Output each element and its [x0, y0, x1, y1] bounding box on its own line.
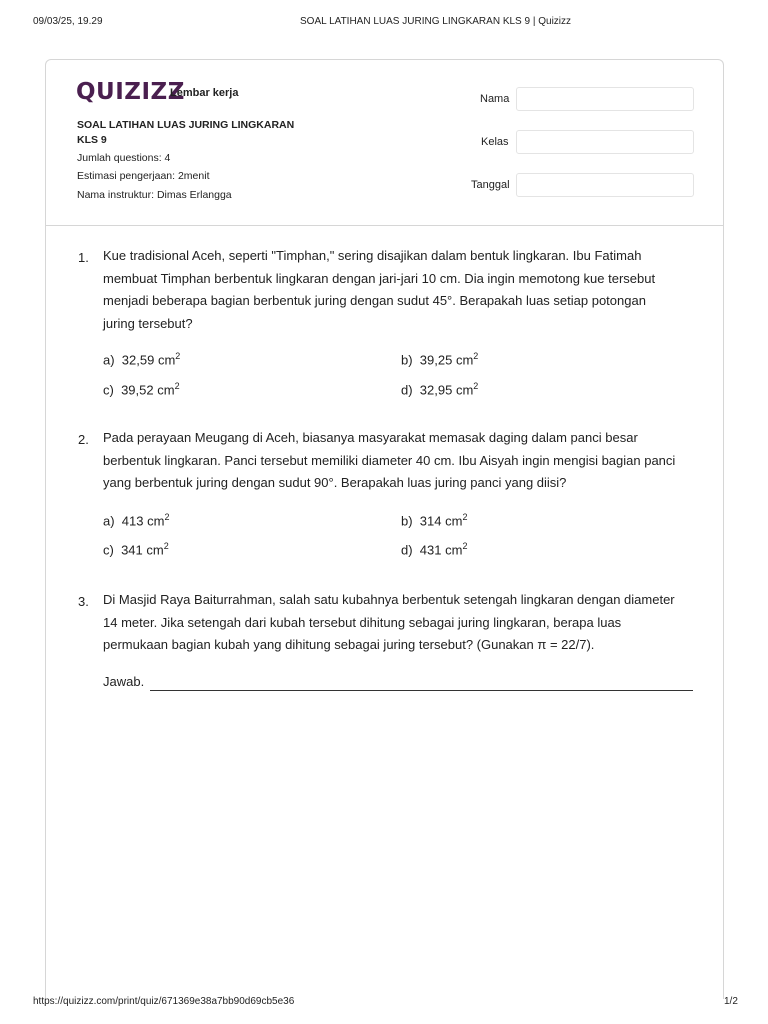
print-page-number: 1/2: [724, 996, 738, 1007]
option-d[interactable]: d) 431 $cm^2$: [401, 541, 468, 558]
question-number: 2.: [78, 432, 89, 447]
question-number: 3.: [78, 594, 89, 609]
date-field[interactable]: [516, 173, 694, 197]
class-label: Kelas: [481, 136, 509, 148]
worksheet-title-line1: SOAL LATIHAN LUAS JURING LINGKARAN: [77, 119, 295, 131]
print-datetime: 09/03/25, 19.29: [33, 16, 103, 27]
answer-label: Jawab.: [103, 674, 145, 689]
print-page-title: SOAL LATIHAN LUAS JURING LINGKARAN KLS 9 | Quizizz: [300, 16, 572, 27]
option-c[interactable]: c) 39,52 $cm^2$: [103, 381, 180, 398]
option-d[interactable]: d) 32,95 $cm^2$: [401, 381, 479, 398]
class-field[interactable]: [516, 130, 694, 154]
answer-line[interactable]: [150, 690, 693, 691]
question-text: Di Masjid Raya Baiturrahman, salah satu kubahnya berbentuk setengah lingkaran dengan diameter 14 meter. Jika setengah dari kubah tersebut dihitung sebagai juring lingkaran, berapa luas permukaan bagian kubah yang dihitung sebagai juring tersebut? (Gunakan π = 22/7).: [103, 592, 675, 652]
header-divider: [45, 225, 724, 226]
name-field[interactable]: [516, 87, 694, 111]
print-url: https://quizizz.com/print/quiz/671369e38a7bb90d69cb5e36: [33, 996, 295, 1007]
questions-count: Jumlah questions: 4: [77, 152, 171, 164]
time-estimate: Estimasi pengerjaan: 2menit: [77, 170, 210, 182]
worksheet-label: Lembar kerja: [170, 87, 239, 99]
question-number: 1.: [78, 250, 89, 265]
option-a[interactable]: a) 413 $cm^2$: [103, 512, 170, 529]
question-text: Pada perayaan Meugang di Aceh, biasanya masyarakat memasak daging dalam panci besar berbentuk lingkaran. Panci tersebut memiliki diameter 40 cm. Ibu Aisyah ingin mengisi bagian panci yang berbentuk juring dengan sudut 90°. Berapakah luas juring panci yang diisi?: [103, 430, 676, 490]
option-a[interactable]: a) 32,59 $cm^2$: [103, 351, 181, 368]
option-c[interactable]: c) 341 $cm^2$: [103, 541, 169, 558]
quizizz-logo: QUIZIZZ: [76, 79, 185, 105]
option-b[interactable]: b) 39,25 $cm^2$: [401, 351, 479, 368]
question-text: Kue tradisional Aceh, seperti "Timphan," sering disajikan dalam bentuk lingkaran. Ibu Fatimah membuat Timphan berbentuk lingkaran dengan jari-jari 10 cm. Dia ingin memotong kue tersebut menjadi beberapa bagian berbentuk juring dengan sudut 45°. Berapakah luas setiap potongan juring tersebut?: [103, 248, 656, 331]
option-b[interactable]: b) 314 $cm^2$: [401, 512, 468, 529]
instructor-name: Nama instruktur: Dimas Erlangga: [77, 189, 232, 201]
worksheet-title-line2: KLS 9: [77, 134, 107, 146]
name-label: Nama: [480, 93, 510, 105]
date-label: Tanggal: [471, 179, 510, 191]
